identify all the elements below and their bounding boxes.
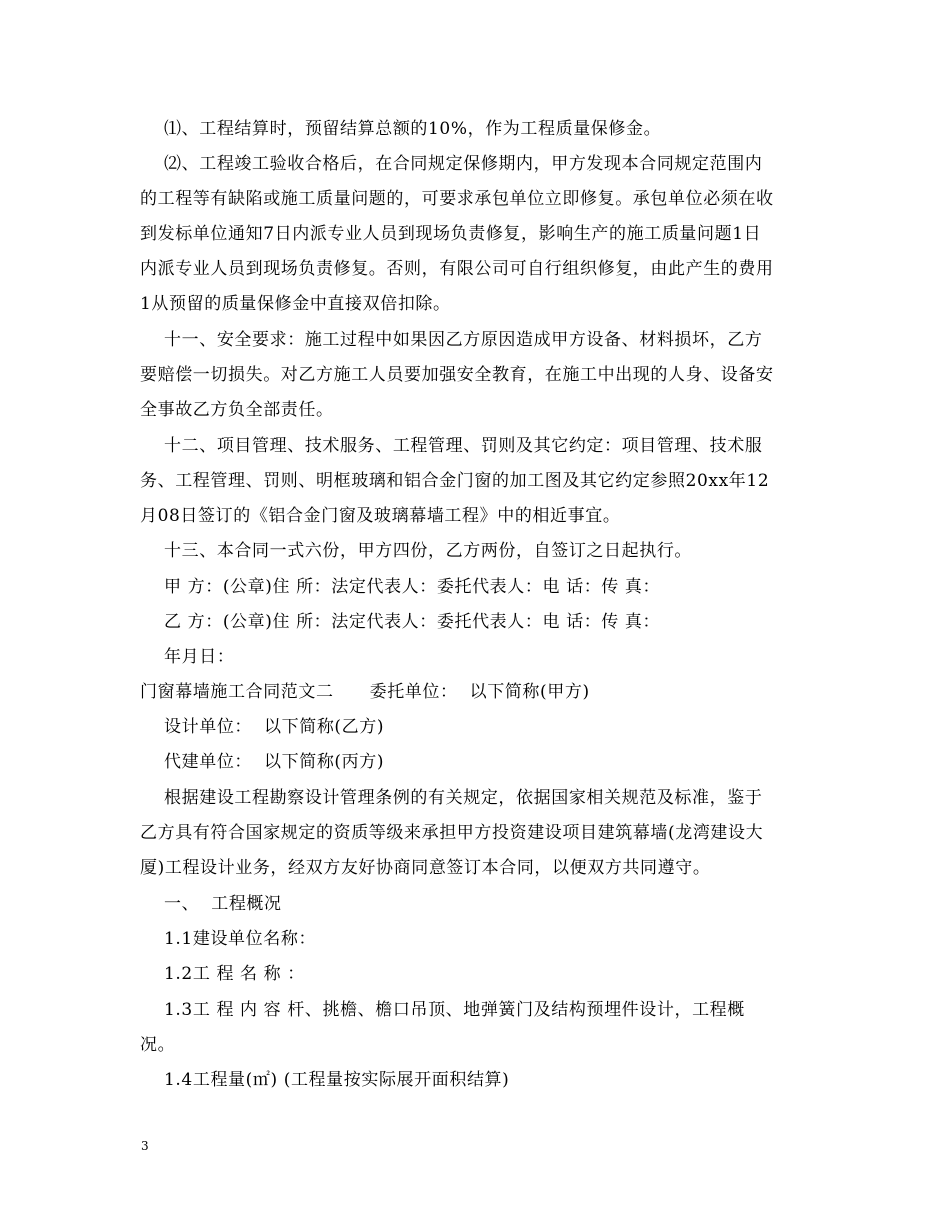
paragraph-line: 务、工程管理、罚则、明框玻璃和铝合金门窗的加工图及其它约定参照20xx年12: [140, 471, 770, 491]
section-heading-line: 一、 工程概况: [140, 894, 282, 914]
item-line: 1.2工 程 名 称 ：: [140, 964, 305, 984]
paragraph-line: ⑴、工程结算时，预留结算总额的10%，作为工程质量保修金。: [140, 119, 662, 139]
paragraph-line: 到发标单位通知7日内派专业人员到现场负责修复，影响生产的施工质量问题1日: [140, 224, 762, 244]
item-line: 况。: [140, 1035, 176, 1055]
item-line: 1.3工 程 内 容 杆、挑檐、檐口吊顶、地弹簧门及结构预埋件设计，工程概: [140, 1000, 745, 1020]
date-line: 年月日：: [140, 647, 235, 667]
paragraph-line: 十一、安全要求：施工过程中如果因乙方原因造成甲方设备、材料损坏，乙方: [140, 330, 763, 350]
paragraph-line: 乙方具有符合国家规定的资质等级来承担甲方投资建设项目建筑幕墙(龙湾建设大: [140, 823, 764, 843]
party-line: 代建单位： 以下简称(丙方): [140, 752, 385, 772]
party-line: 设计单位： 以下简称(乙方): [140, 717, 385, 737]
paragraph-line: 内派专业人员到现场负责修复。否则，有限公司可自行组织修复，由此产生的费用: [140, 259, 774, 279]
item-line: 1.4工程量(㎡) (工程量按实际展开面积结算): [140, 1070, 510, 1090]
page-number: 3: [141, 1139, 149, 1153]
paragraph-line: 十二、项目管理、技术服务、工程管理、罚则及其它约定：项目管理、技术服: [140, 436, 763, 456]
paragraph-line: 月08日签订的《铝合金门窗及玻璃幕墙工程》中的相近事宜。: [140, 506, 621, 526]
paragraph-line: 全事故乙方负全部责任。: [140, 400, 334, 420]
paragraph-line: 1从预留的质量保修金中直接双倍扣除。: [140, 294, 451, 314]
section-heading-line: 门窗幕墙施工合同范文二 委托单位： 以下简称(甲方): [140, 682, 590, 702]
paragraph-line: 要赔偿一切损失。对乙方施工人员要加强安全教育，在施工中出现的人身、设备安: [140, 365, 774, 385]
paragraph-line: 十三、本合同一式六份，甲方四份，乙方两份，自签订之日起执行。: [140, 541, 693, 561]
signature-line: 甲 方：(公章)住 所：法定代表人：委托代表人：电 话：传 真：: [140, 577, 661, 597]
signature-line: 乙 方：(公章)住 所：法定代表人：委托代表人：电 话：传 真：: [140, 612, 661, 632]
paragraph-line: 的工程等有缺陷或施工质量问题的，可要求承包单位立即修复。承包单位必须在收: [140, 189, 774, 209]
paragraph-line: 厦)工程设计业务，经双方友好协商同意签订本合同，以便双方共同遵守。: [140, 858, 711, 878]
paragraph-line: ⑵、工程竣工验收合格后，在合同规定保修期内，甲方发现本合同规定范围内: [140, 154, 763, 174]
paragraph-line: 根据建设工程勘察设计管理条例的有关规定，依据国家相关规范及标准，鉴于: [140, 788, 763, 808]
item-line: 1.1建设单位名称：: [140, 929, 317, 949]
